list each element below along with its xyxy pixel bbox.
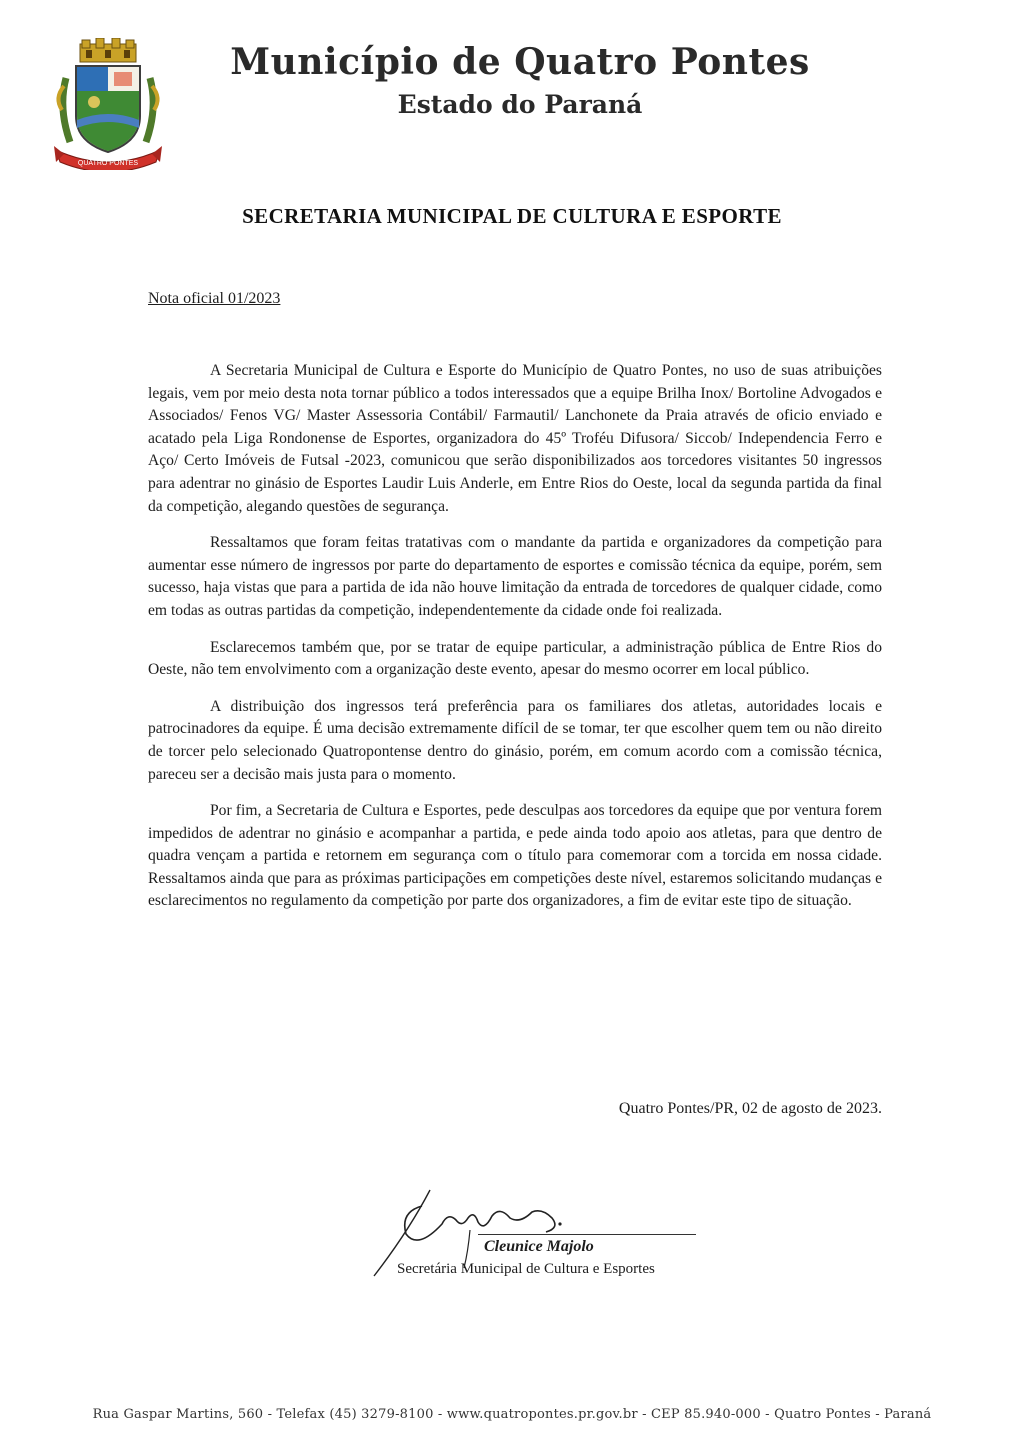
letter-body <box>148 360 882 927</box>
paragraph-5: Por fim, a Secretaria de Cultura e Esportes, pede desculpas aos torcedores da equipe que por ventura forem impedidos de adentrar no ginásio e acompanhar a partida, e pede ainda todo apoio aos atletas, para que dentro de quadra vençam a partida e retornem em segurança com o título para comemorar com a torcida em nossa cidade. Ressaltamos ainda que para as próximas participações em competições deste nível, estaremos solicitando mudanças e esclarecimentos no regulamento da competição por parte dos organizadores, a fim de evitar este tipo de situação. <box>148 802 882 910</box>
letter-date: Quatro Pontes/PR, 02 de agosto de 2023. <box>618 1100 882 1117</box>
municipal-coat-of-arms-icon <box>44 38 172 170</box>
signatory-name: Cleunice Majolo <box>484 1238 594 1255</box>
department-heading: SECRETARIA MUNICIPAL DE CULTURA E ESPORTE <box>242 204 782 228</box>
note-reference: Nota oficial 01/2023 <box>148 290 281 307</box>
signature-line <box>478 1234 696 1235</box>
paragraph-2: Ressaltamos que foram feitas tratativas com o mandante da partida e organizadores da competição para aumentar esse número de ingressos por parte do departamento de esportes e comissão técnica da equipe, porém, sem sucesso, haja vistas que para a partida de ida não houve limitação da entrada de torcedores de qualquer cidade, como em todas as outras partidas da competição, independentemente da cidade onde foi realizada. <box>148 534 882 619</box>
signatory-role: Secretária Municipal de Cultura e Esportes <box>397 1261 655 1277</box>
paragraph-3: Esclarecemos também que, por se tratar de equipe particular, a administração pública de Entre Rios do Oeste, não tem envolvimento com a organização deste evento, apesar do mesmo ocorrer em local público. <box>148 638 882 679</box>
municipality-title: Município de Quatro Pontes <box>230 41 810 83</box>
paragraph-4: A distribuição dos ingressos terá preferência para os familiares dos atletas, autoridades locais e patrocinadores da equipe. É uma decisão extremamente difícil de se tomar, ter que escolher quem tem ou não direito de torcer pelo selecionado Quatropontense dentro do ginásio, porém, em comum acordo com a comissão técnica, pareceu ser a decisão mais justa para o momento. <box>148 697 882 783</box>
state-subtitle: Estado do Paraná <box>397 90 643 119</box>
letterhead <box>190 40 850 122</box>
paragraph-1: A Secretaria Municipal de Cultura e Esporte do Município de Quatro Pontes, no uso de suas atribuições legais, vem por meio desta nota tornar público a todos interessados que a equipe Brilha Inox/ Bortoline Advogados e Associados/ Fenos VG/ Master Assessoria Contábil/ Farmautil/ Lanchonete da Praia através de oficio enviado e acatado pela Liga Rondonense de Esportes, organizadora do 45º Troféu Difusora/ Siccob/ Independencia Ferro e Aço/ Certo Imóveis de Futsal -2023, comunicou que serão disponibilizados aos torcedores visitantes 50 ingressos para adentrar no ginásio de Esportes Laudir Luis Anderle, em Entre Rios do Oeste, local da segunda partida da final da competição, alegando questões de segurança. <box>148 362 882 515</box>
crest-banner-text: QUATRO PONTES <box>77 160 139 167</box>
footer-address: Rua Gaspar Martins, 560 - Telefax (45) 3279-8100 - www.quatropontes.pr.gov.br - CEP 85.940-000 - Quatro Pontes - Paraná <box>92 1407 932 1422</box>
